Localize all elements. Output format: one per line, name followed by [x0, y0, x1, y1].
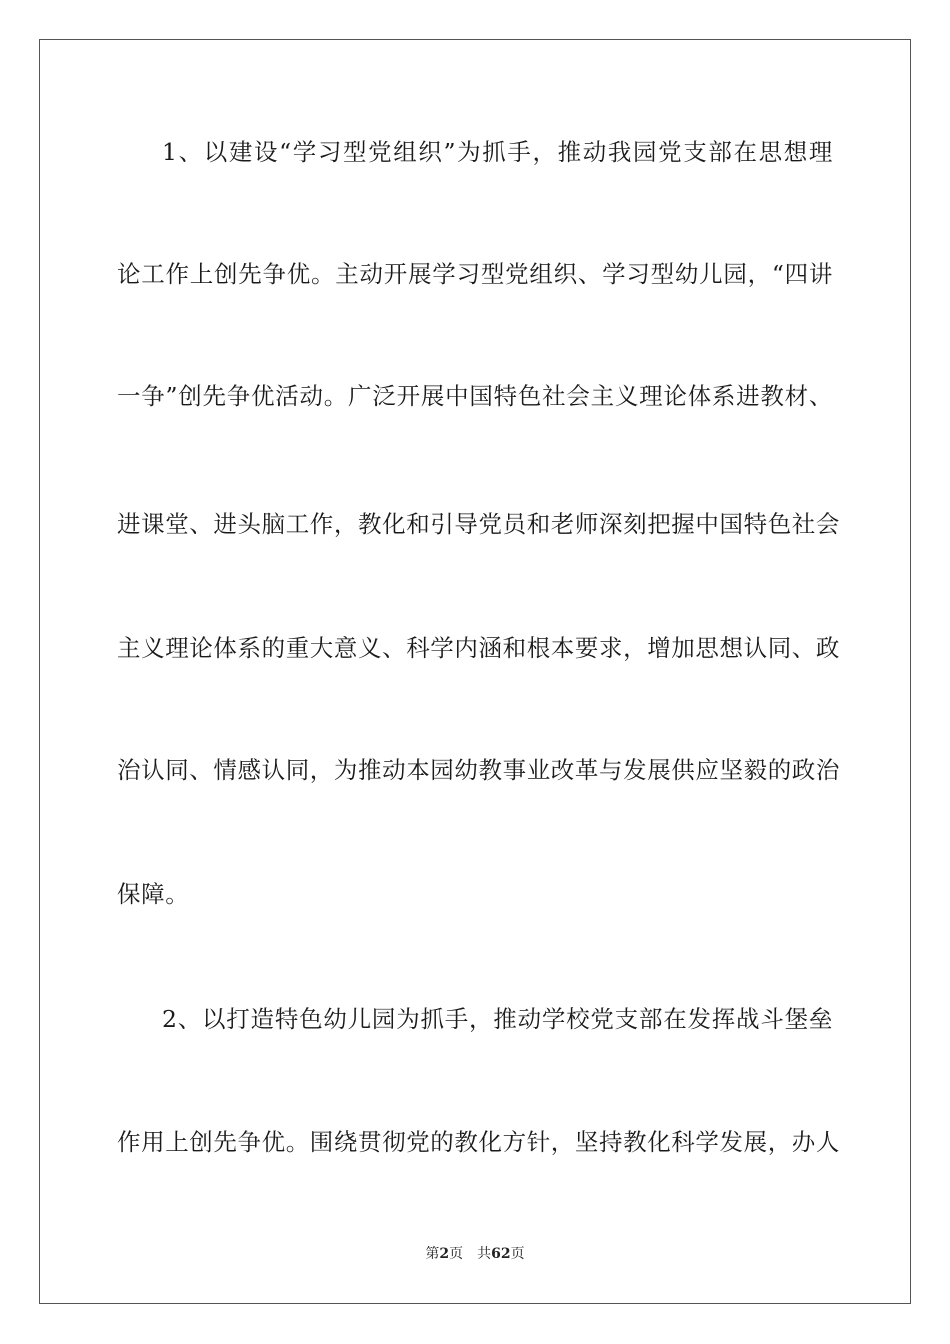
- page-border: [39, 39, 911, 1304]
- footer-page-suffix: 页: [449, 1246, 464, 1262]
- paragraph-2-line-2: 作用上创先争优。围绕贯彻党的教化方针，坚持教化科学发展，办人: [117, 1128, 840, 1156]
- paragraph-1-line-7: 保障。: [117, 880, 190, 908]
- footer-page-prefix: 第: [425, 1246, 440, 1262]
- page-footer: [0, 1244, 950, 1264]
- footer-page-number: 2: [439, 1246, 450, 1262]
- footer-total-prefix: 共: [477, 1246, 492, 1262]
- paragraph-1-line-5: 主义理论体系的重大意义、科学内涵和根本要求，增加思想认同、政: [117, 634, 840, 662]
- paragraph-1-line-1: 1、以建设“学习型党组织”为抓手，推动我园党支部在思想理: [162, 138, 833, 166]
- footer-total-number: 62: [491, 1246, 511, 1262]
- paragraph-2-line-1: 2、以打造特色幼儿园为抓手，推动学校党支部在发挥战斗堡垒: [162, 1005, 833, 1033]
- paragraph-1-line-3: 一争”创先争优活动。广泛开展中国特色社会主义理论体系进教材、: [117, 382, 833, 410]
- paragraph-1-line-2: 论工作上创先争优。主动开展学习型党组织、学习型幼儿园，“四讲: [117, 260, 833, 288]
- paragraph-1-line-6: 治认同、情感认同，为推动本园幼教事业改革与发展供应坚毅的政治: [117, 756, 840, 784]
- paragraph-1-line-4: 进课堂、进头脑工作，教化和引导党员和老师深刻把握中国特色社会: [117, 510, 840, 538]
- footer-total-suffix: 页: [510, 1246, 525, 1262]
